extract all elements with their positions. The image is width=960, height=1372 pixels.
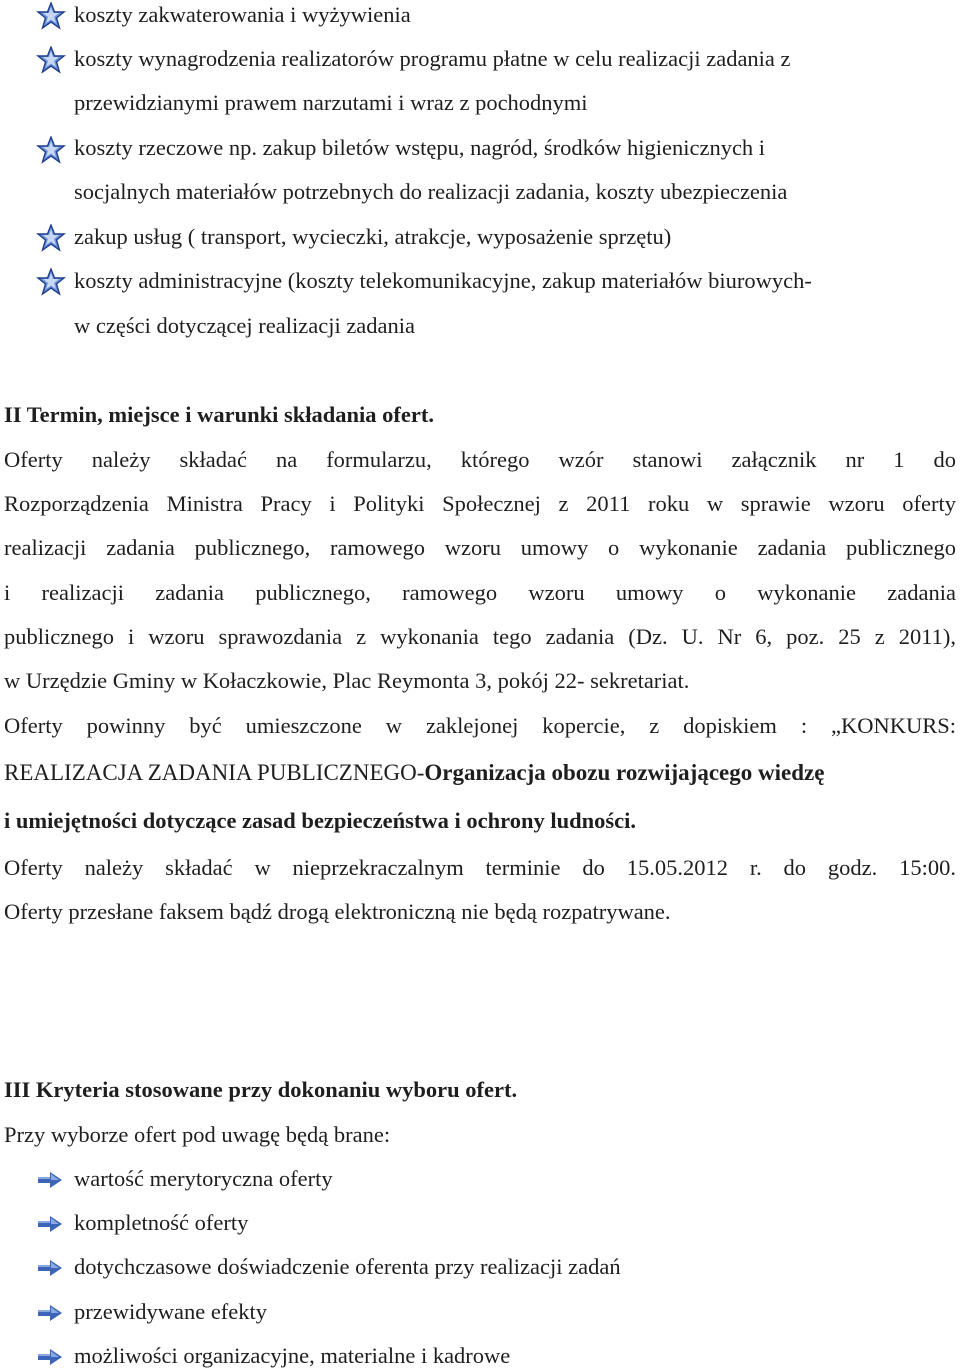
criteria-item: wartość merytoryczna oferty xyxy=(74,1166,333,1191)
title-bold-part: Organizacja obozu rozwijającego wiedzę xyxy=(424,760,825,785)
section-heading: III Kryteria stosowane przy dokonaniu wyboru ofert. xyxy=(4,1077,518,1102)
paragraph-line: publicznego i wzoru sprawozdania z wykonania tego zadania (Dz. U. Nr 6, poz. 25 z 2011), xyxy=(4,624,956,649)
title-normal-part: REALIZACJA ZADANIA PUBLICZNEGO- xyxy=(4,760,425,785)
paragraph-line: Rozporządzenia Ministra Pracy i Polityki Społecznej z 2011 roku w sprawie wzoru oferty xyxy=(4,491,956,516)
paragraph-line-mixed xyxy=(4,758,956,788)
list-item: koszty rzeczowe np. zakup biletów wstępu, nagród, środków higienicznych i xyxy=(74,135,766,160)
section-heading: II Termin, miejsce i warunki składania ofert. xyxy=(4,402,435,427)
list-item: koszty zakwaterowania i wyżywienia xyxy=(74,2,411,27)
star-bullet-icon xyxy=(36,46,66,76)
deadline-line: Oferty należy składać w nieprzekraczalnym terminie do 15.05.2012 r. do godz. 15:00. xyxy=(4,855,956,880)
star-bullet-icon xyxy=(36,2,66,32)
arrow-bullet-icon xyxy=(36,1214,66,1234)
list-item-continuation: przewidzianymi prawem narzutami i wraz z pochodnymi xyxy=(74,90,588,115)
criteria-item: kompletność oferty xyxy=(74,1210,249,1235)
criteria-item: możliwości organizacyjne, materialne i kadrowe xyxy=(74,1343,511,1368)
arrow-bullet-icon xyxy=(36,1303,66,1323)
criteria-intro: Przy wyborze ofert pod uwagę będą brane: xyxy=(4,1122,391,1147)
paragraph-line: Oferty należy składać na formularzu, którego wzór stanowi załącznik nr 1 do xyxy=(4,447,956,472)
list-item: zakup usług ( transport, wycieczki, atrakcje, wyposażenie sprzętu) xyxy=(74,224,672,249)
fax-line: Oferty przesłane faksem bądź drogą elektroniczną nie będą rozpatrywane. xyxy=(4,899,671,924)
paragraph-line: i realizacji zadania publicznego, ramowego wzoru umowy o wykonanie zadania xyxy=(4,580,956,605)
arrow-bullet-icon xyxy=(36,1258,66,1278)
arrow-bullet-icon xyxy=(36,1347,66,1367)
criteria-item: dotychczasowe doświadczenie oferenta przy realizacji zadań xyxy=(74,1254,621,1279)
paragraph-line: realizacji zadania publicznego, ramowego wzoru umowy o wykonanie zadania publicznego xyxy=(4,535,956,560)
list-item-continuation: w części dotyczącej realizacji zadania xyxy=(74,313,416,338)
list-item: koszty administracyjne (koszty telekomunikacyjne, zakup materiałów biurowych- xyxy=(74,268,812,293)
star-bullet-icon xyxy=(36,224,66,254)
criteria-item: przewidywane efekty xyxy=(74,1299,268,1324)
star-bullet-icon xyxy=(36,136,66,166)
paragraph-line: w Urzędzie Gminy w Kołaczkowie, Plac Reymonta 3, pokój 22- sekretariat. xyxy=(4,668,690,693)
list-item-continuation: socjalnych materiałów potrzebnych do realizacji zadania, koszty ubezpieczenia xyxy=(74,179,788,204)
title-bold-line: i umiejętności dotyczące zasad bezpieczeństwa i ochrony ludności. xyxy=(4,808,637,833)
star-bullet-icon xyxy=(36,268,66,298)
list-item: koszty wynagrodzenia realizatorów programu płatne w celu realizacji zadania z xyxy=(74,46,791,71)
arrow-bullet-icon xyxy=(36,1170,66,1190)
paragraph-line: Oferty powinny być umieszczone w zaklejonej kopercie, z dopiskiem : „KONKURS: xyxy=(4,713,956,738)
